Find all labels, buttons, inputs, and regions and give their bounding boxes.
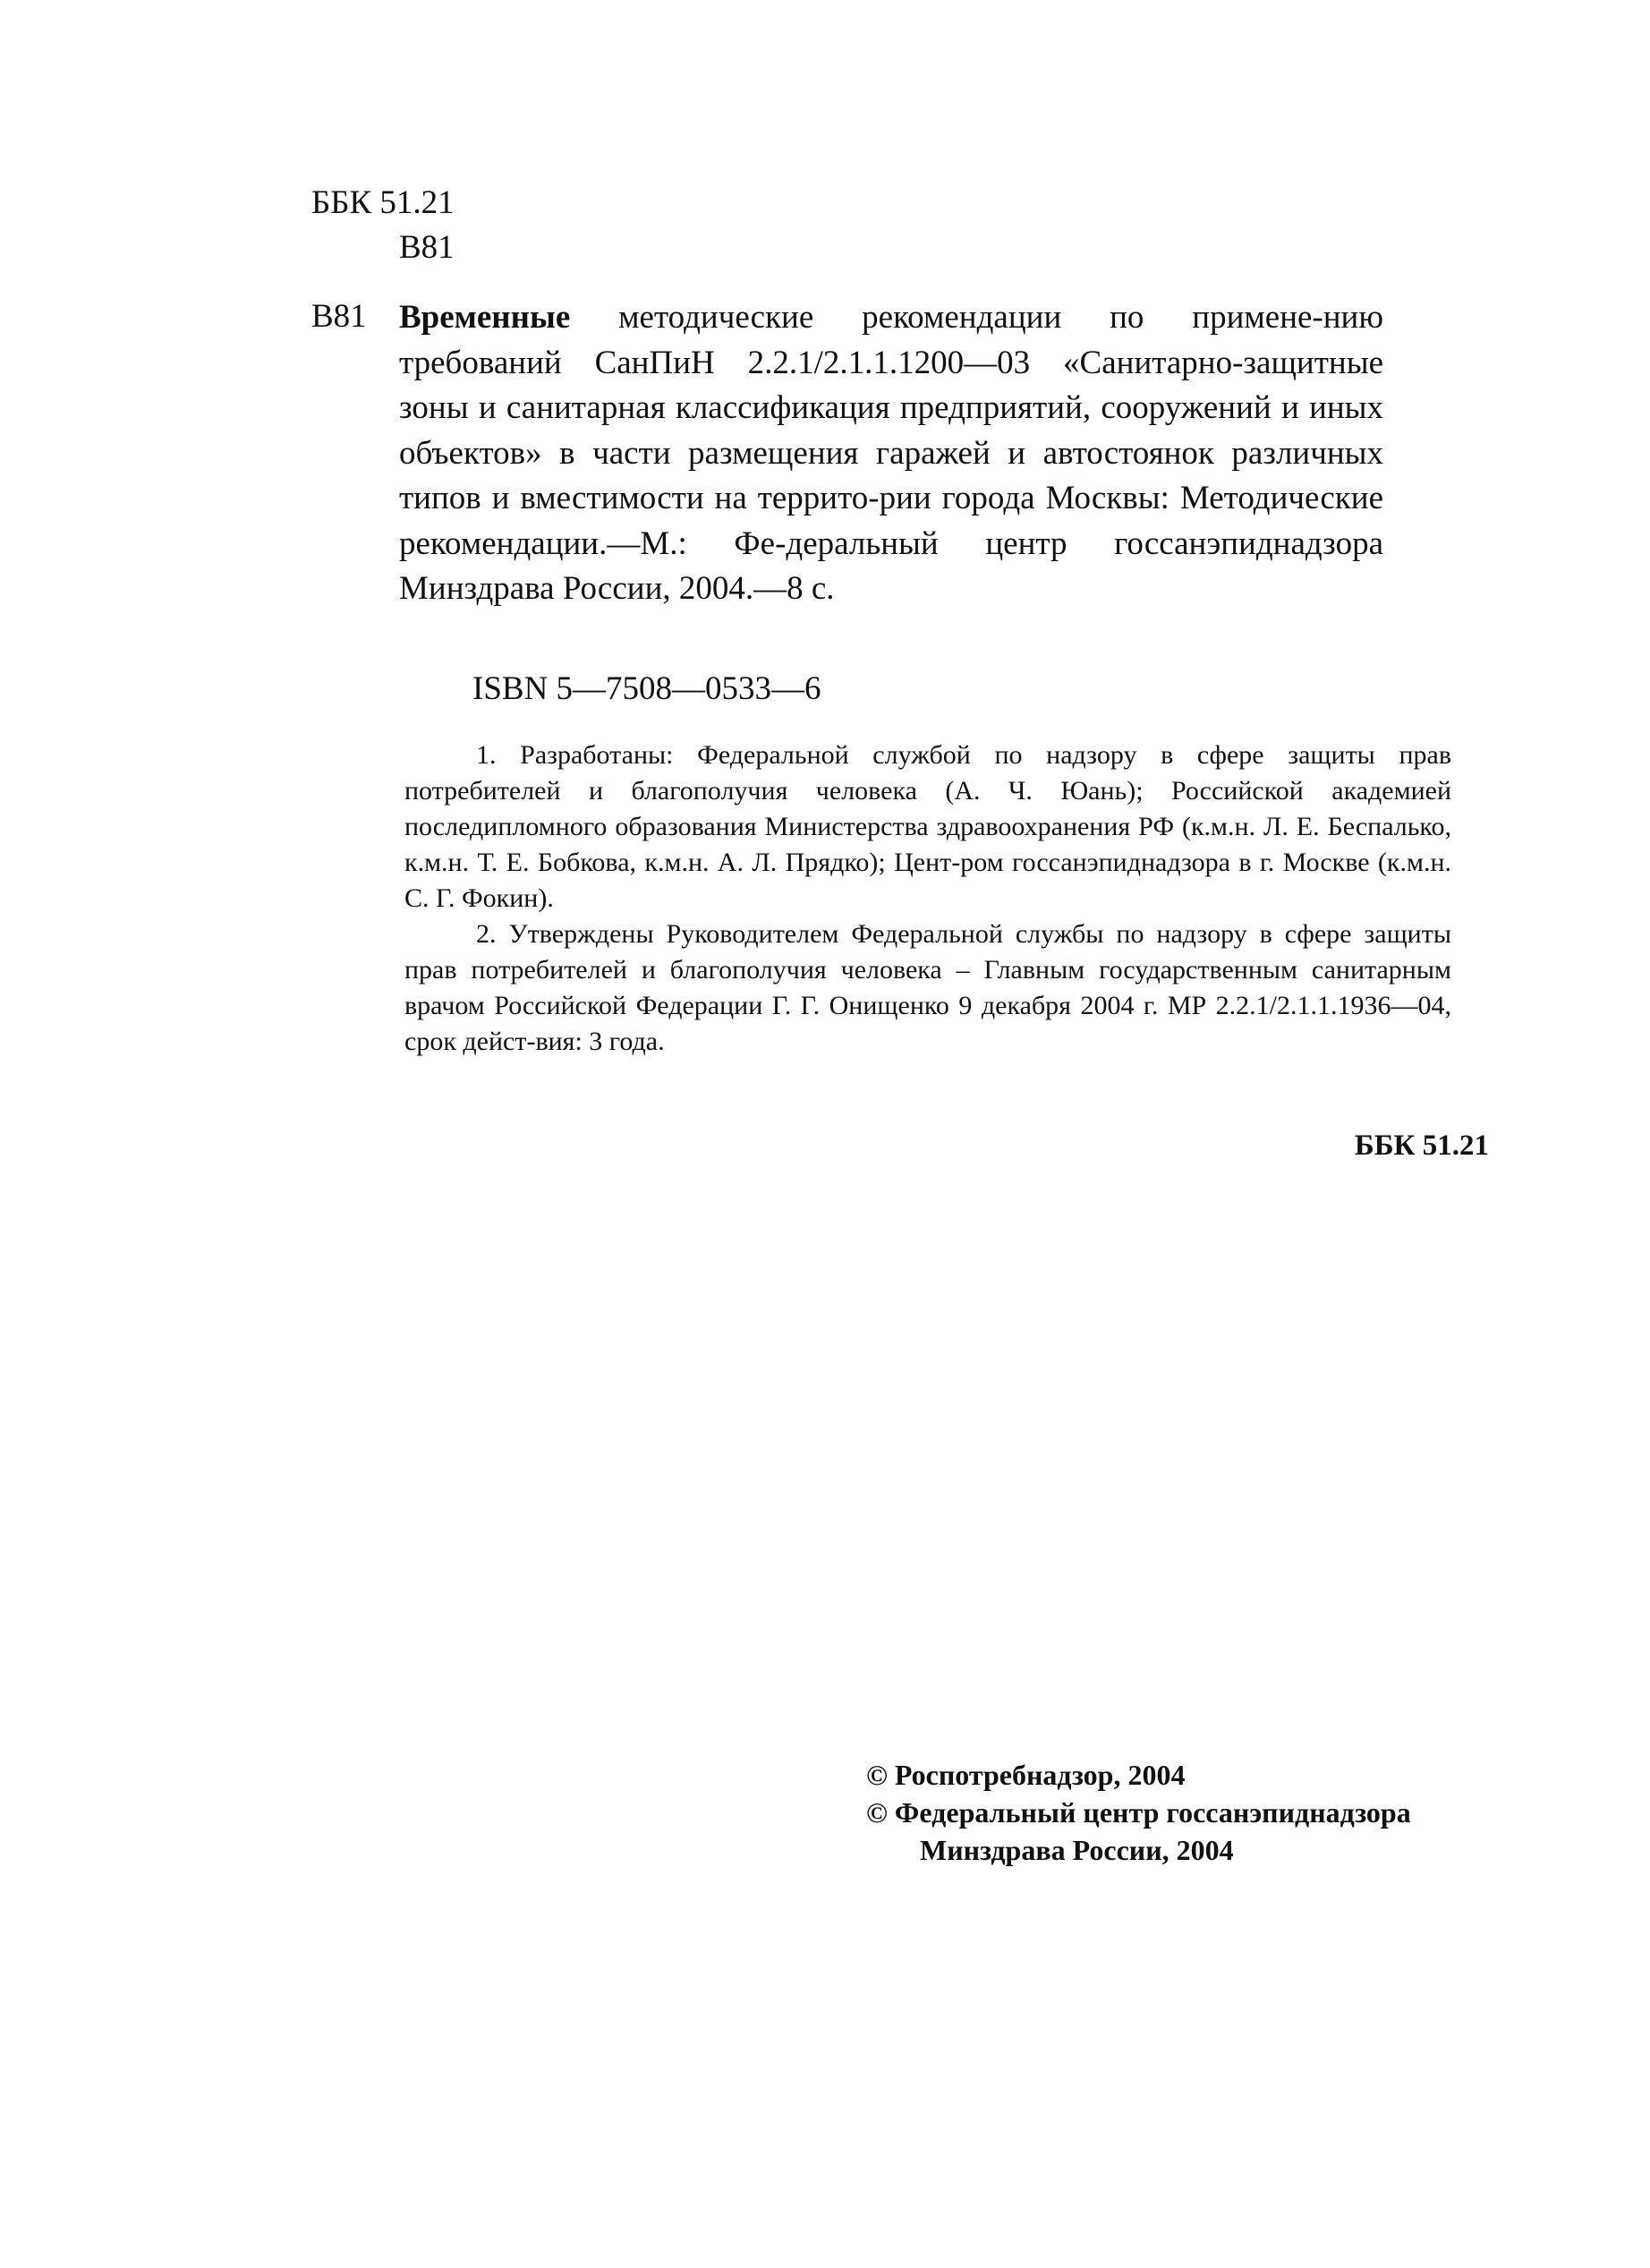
note-approved-by: 2. Утверждены Руководителем Федеральной службы по надзору в сфере защиты прав потребителей и благополучия человека – Главным государственным санитарным врачом Российской Федерации Г. Г. Онищенко 9 декабря 2004 г. МР 2.2.1/2.1.1.1936—04, срок дейст-вия: 3 года. [404,919,1451,1056]
copyright-block [866,1756,1411,1869]
development-notes [404,738,1451,1060]
entry-lead-word: Временные [399,299,571,336]
bbk-code: ББК 51.21 [311,184,455,221]
copyright-line: © Роспотребнадзор, 2004 [866,1759,1186,1791]
copyright-line: © Федеральный центр госсанэпиднадзора [866,1796,1411,1829]
entry-index: В81 [311,298,367,335]
copyright-line: Минздрава России, 2004 [920,1834,1234,1866]
bbk-code-footer: ББК 51.21 [1354,1130,1489,1162]
entry-body: методические рекомендации по примене-нию требований СанПиН 2.2.1/2.1.1.1200—03 «Санитарно-защитные зоны и санитарная классификация предприятий, сооружений и иных объектов» в части размещения гаражей и автостоянок различных типов и вместимости на террито-рии города Москвы: Методические рекомендации.—М.: Фе-деральный центр госсанэпиднадзора Минздрава России, 2004.—8 с. [399,299,1383,607]
isbn: ISBN 5—7508—0533—6 [472,670,821,707]
bibliographic-entry [399,295,1383,612]
note-developed-by: 1. Разработаны: Федеральной службой по надзору в сфере защиты прав потребителей и благополучия человека (А. Ч. Юань); Российской академией последипломного образования Министерства здравоохранения РФ (к.м.н. Л. Е. Беспалько, к.м.н. Т. Е. Бобкова, к.м.н. А. Л. Прядко); Цент-ром госсанэпиднадзора в г. Москве (к.м.н. С. Г. Фокин). [404,740,1451,913]
author-mark: В81 [399,229,455,266]
